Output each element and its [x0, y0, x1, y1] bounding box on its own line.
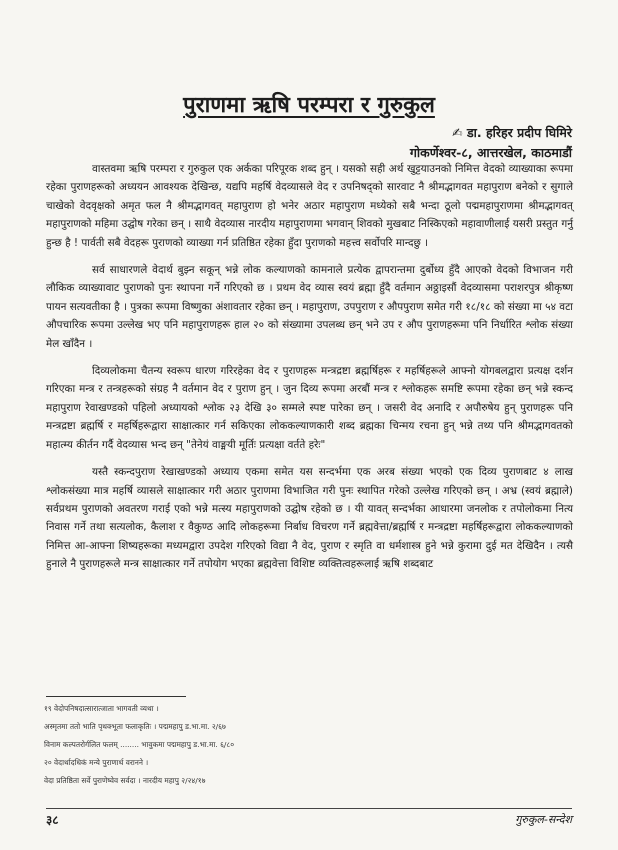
article-body	[46, 160, 573, 583]
paragraph-2: सर्व साधारणले वेदार्थ बुझ्न सकून् भन्ने लोक कल्याणको कामनाले प्रत्येक द्वापरान्तमा दुर्बोध्य हुँदै आएको वेदको विभाजन गरी लौकिक व्याख्यावाट पुराणको पुनः स्थापना गर्ने गरिएको छ । प्रथम वेद व्यास स्वयं ब्रह्मा हुँदै वर्तमान अठ्ठाइसौं वेदव्यासमा पराशरपुत्र श्रीकृष्ण पायन सत्यवतीका है । पुत्रका रूपमा विष्णुका अंशावतार रहेका छन् । महापुराण, उपपुराण र औपपुराण समेत गरी १८/१८ को संख्या मा ५४ वटा औपचारिक रूपमा उल्लेख भए पनि महापुराणहरू हाल २० को संख्यामा उपलब्ध छन् भने उप र औप पुराणहरूमा पनि निर्धारित श्लोक संख्या मेल खाँदैन ।	[46, 264, 573, 350]
article-title: पुराणमा ऋषि परम्परा र गुरुकुल	[183, 93, 435, 118]
page-number: ३८	[46, 813, 59, 827]
paragraph-1: वास्तवमा ऋषि परम्परा र गुरुकुल एक अर्कका परिपूरक शब्द हुन् । यसको सही अर्थ खुट्टयाउनको निमित्त वेदको व्याख्याका रूपमा रहेका पुराणहरूको अध्ययन आवश्यक देखिन्छ, यद्यपि महर्षि वेदव्यासले वेद र उपनिषद्को सारवाट नै श्रीमद्भागवत महापुराण बनेको र सुगाले चाखेको वेदवृक्षको अमृत फल नै श्रीमद्भागवत् महापुराण हो भनेर अठार महापुराण मध्येको सबै भन्दा ठूलो पद्ममहापुराणमा श्रीमद्भागवत् महापुराणको महिमा उद्घोष गरेका छन् । साथै वेदव्यास नारदीय महापुराणमा भगवान् शिवको मुखबाट निस्किएको महावाणीलाई यसरी प्रस्तुत गर्नु हुन्छ है ! पार्वती सबै वेदहरू पुराणको व्याख्या गर्न प्रतिष्ठित रहेका हुँदा पुराणको महत्त्व सर्वोपरि मान्दछु ।	[46, 163, 573, 249]
footnote-4: २० वेदार्थादधिकं मन्ये पुराणार्थ वरानने ।	[44, 758, 149, 767]
footnote-3: विनाम कल्पतरोर्गलित फलम् ........ भावुकमा पद्ममहापु ड.भा.मा. ६/८०	[44, 740, 235, 749]
footnote-1: १९ वेदोपनिषदात्सारात्जाता भागवती व्यथा ।	[44, 704, 159, 713]
footer-divider	[46, 808, 572, 809]
paragraph-3: दिव्यलोकमा चैतन्य स्वरूप धारण गरिरहेका वेद र पुराणहरू मन्त्रद्रष्टा ब्रह्मर्षिहरू र महर्षिहरूले आफ्नो योगबलद्वारा प्रत्यक्ष दर्शन गरिएका मन्त्र र तन्त्रहरूको संग्रह नै वर्तमान वेद र पुराण हुन् । जुन दिव्य रूपमा अरबौं मन्त्र र श्लोकहरू समष्टि रूपमा रहेका छन् भन्ने स्कन्द महापुराण रेवाखण्डको पहिलो अध्यायको श्लोक २३ देखि ३० सम्मले स्पष्ट पारेका छन् । जसरी वेद अनादि र अपौरुषेय हुन् पुराणहरू पनि मन्त्रद्रष्टा ब्रह्मर्षि र महर्षिहरूद्वारा साक्षात्कार गर्न सकिएका लोककल्याणकारी शब्द ब्रह्मका चिन्मय रचना हुन् भन्ने तथ्य पनि श्रीमद्भागवतको महात्म्य कीर्तन गर्दै वेदव्यास भन्द छन् "तेनेयं वाङ्मयी मूर्तिः प्रत्यक्षा वर्तते हरेः"	[46, 365, 573, 451]
paragraph-4: यस्तै स्कन्दपुराण रेखाखण्डको अध्याय एकमा समेत यस सन्दर्भमा एक अरब संख्या भएको एक दिव्य पुराणबाट ४ लाख श्लोकसंख्या मात्र महर्षि व्यासले साक्षात्कार गरी अठार पुराणमा विभाजित गरी पुनः स्थापित गरेको उल्लेख गरिएको छन् । अभ्र (स्वयं ब्रह्माले) सर्वप्रथम पुराणको अवतरण गराई एको भन्ने मत्स्य महापुराणको उद्घोष रहेको छ । यी यावत् सन्दर्भका आधारमा जनलोक र तपोलोकमा नित्य निवास गर्ने तथा सत्यलोक, कैलाश र वैकुण्ठ आदि लोकहरूमा निर्बाध विचरण गर्ने ब्रह्मवेत्ता/ब्रह्मर्षि र मन्त्रद्रष्टा महर्षिहरूद्वारा लोककल्याणको निमित्त आ-आफ्ना शिष्यहरूका मध्यमद्वारा उपदेश गरिएको विद्या नै वेद, पुराण र स्मृति वा धर्मशास्त्र हुने भन्ने कुरामा दुई मत देखिदैन । त्यसै हुनाले नै पुराणहरूले मन्त्र साक्षात्कार गर्ने तपोयोग भएका ब्रह्मवेत्ता विशिष्ट व्यक्तित्वहरूलाई ऋषि शब्दबाट	[46, 466, 573, 571]
footnote-5: वेदा प्रतिष्ठिता सर्वे पुराणेष्वेव सर्वदा । नारदीय महापु २/२४/१७	[44, 776, 206, 785]
journal-name: गुरुकुल-सन्देश	[515, 813, 572, 826]
author-name: ✍ डा. हरिहर प्रदीप घिमिरे	[452, 125, 572, 140]
footnotes	[44, 700, 564, 790]
author-address: गोकर्णेश्वर-८, आत्तरखेल, काठमाडौं	[409, 145, 572, 160]
footnote-2: अस्मृतमा ततो भाति पृथक्भूता फलाकृतिः । पद्ममहापु ड.भा.मा. २/६७	[44, 722, 226, 731]
footnote-divider	[46, 696, 186, 697]
